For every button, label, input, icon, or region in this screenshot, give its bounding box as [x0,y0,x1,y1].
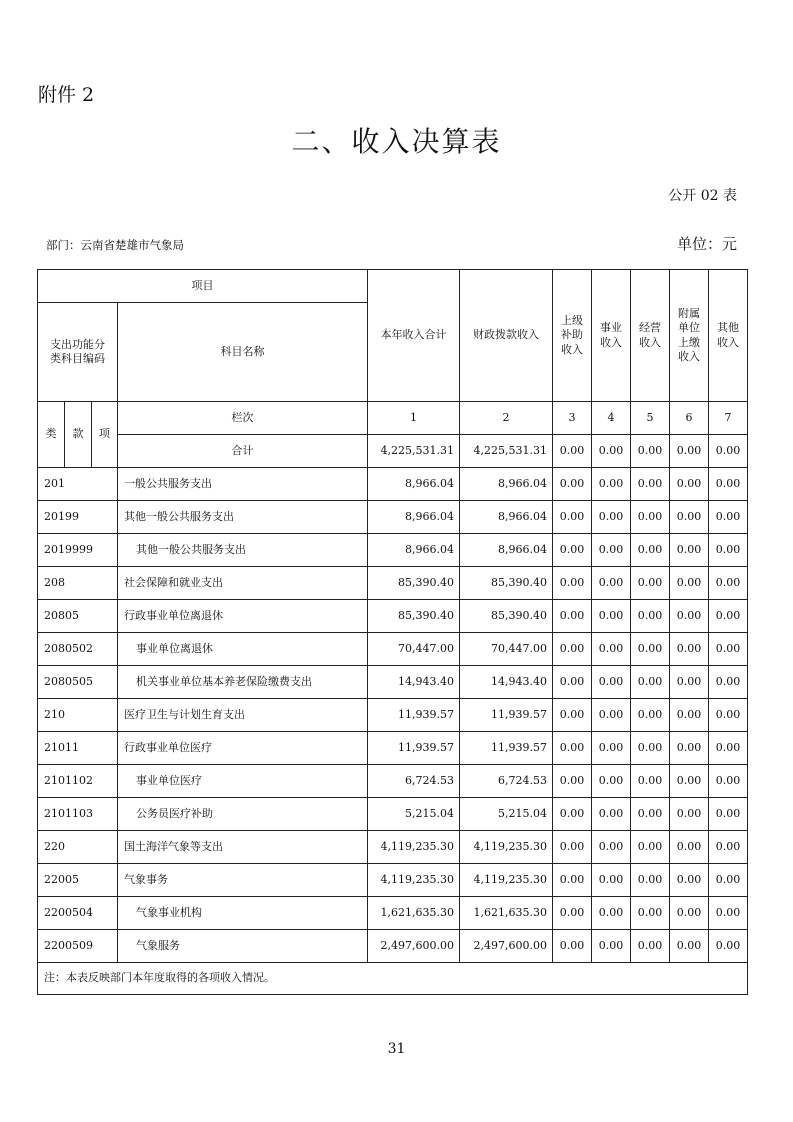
table-row [38,666,748,699]
row-value: 85,390.40 [460,567,553,600]
table-row [38,699,748,732]
row-value: 8,966.04 [460,534,553,567]
header-business-line-2: 收入 [600,335,622,349]
table-code: 公开 02 表 [668,188,737,204]
table-row [38,732,748,765]
row-value: 1,621,635.30 [368,897,460,930]
row-value: 0.00 [592,831,631,864]
header-affiliated-line-1: 附属 [678,306,700,320]
row-subject-name: 气象服务 [118,930,368,963]
row-value: 0.00 [631,765,670,798]
row-value: 0.00 [553,501,592,534]
column-number: 3 [553,402,592,435]
row-value: 0.00 [592,633,631,666]
header-affiliated-income [670,270,709,402]
header-superior-line-1: 上级 [561,314,583,328]
row-code: 201 [38,468,118,501]
total-value: 0.00 [631,435,670,468]
row-value: 4,119,235.30 [460,831,553,864]
row-code: 21011 [38,732,118,765]
row-subject-name: 事业单位医疗 [118,765,368,798]
row-value: 0.00 [670,864,709,897]
row-value: 0.00 [631,534,670,567]
row-value: 0.00 [709,732,748,765]
income-table [37,269,748,995]
header-operating-line-2: 收入 [639,335,661,349]
row-subject-name: 一般公共服务支出 [118,468,368,501]
header-xiang: 项 [92,402,118,468]
table-row [38,501,748,534]
total-value: 0.00 [670,435,709,468]
row-value: 8,966.04 [368,468,460,501]
column-number: 1 [368,402,460,435]
row-value: 0.00 [670,666,709,699]
header-total-income: 本年收入合计 [368,270,460,402]
row-value: 85,390.40 [460,600,553,633]
row-value: 8,966.04 [368,534,460,567]
row-value: 0.00 [592,897,631,930]
row-value: 8,966.04 [460,501,553,534]
row-value: 0.00 [709,831,748,864]
table-note: 注：本表反映部门本年度取得的各项收入情况。 [38,963,748,995]
row-value: 0.00 [592,534,631,567]
row-value: 0.00 [592,666,631,699]
row-value: 11,939.57 [460,699,553,732]
row-value: 5,215.04 [368,798,460,831]
row-value: 8,966.04 [460,468,553,501]
row-value: 0.00 [553,732,592,765]
row-value: 0.00 [631,897,670,930]
table-row [38,930,748,963]
header-func-code-line-1: 支出功能分 [50,337,105,351]
row-value: 11,939.57 [368,732,460,765]
row-value: 0.00 [631,468,670,501]
row-value: 0.00 [709,765,748,798]
table-row [38,897,748,930]
page-title: 二、收入决算表 [291,125,502,158]
row-value: 5,215.04 [460,798,553,831]
header-business-income [592,270,631,402]
row-code: 2101102 [38,765,118,798]
table-row [38,831,748,864]
header-other-line-2: 收入 [717,335,739,349]
row-value: 14,943.40 [460,666,553,699]
header-business-line-1: 事业 [600,321,622,335]
header-affiliated-line-4: 收入 [678,349,700,363]
row-value: 0.00 [631,567,670,600]
row-value: 0.00 [670,501,709,534]
row-value: 0.00 [670,930,709,963]
header-operating-income [631,270,670,402]
row-value: 0.00 [631,864,670,897]
row-value: 0.00 [709,567,748,600]
row-code: 2101103 [38,798,118,831]
row-value: 4,119,235.30 [368,864,460,897]
header-superior-line-3: 收入 [561,342,583,356]
row-value: 0.00 [553,600,592,633]
header-superior-line-2: 补助 [561,328,583,342]
row-value: 0.00 [631,732,670,765]
row-value: 0.00 [670,699,709,732]
row-code: 2080505 [38,666,118,699]
row-value: 0.00 [631,666,670,699]
row-value: 11,939.57 [460,732,553,765]
row-value: 0.00 [631,501,670,534]
row-code: 208 [38,567,118,600]
header-func-code-line-2: 类科目编码 [50,352,105,365]
row-value: 0.00 [670,732,709,765]
row-value: 0.00 [670,831,709,864]
row-value: 6,724.53 [460,765,553,798]
total-value: 4,225,531.31 [368,435,460,468]
header-func-code [38,303,118,402]
total-value: 4,225,531.31 [460,435,553,468]
row-value: 11,939.57 [368,699,460,732]
row-value: 0.00 [553,831,592,864]
row-value: 0.00 [592,501,631,534]
row-subject-name: 气象事务 [118,864,368,897]
row-value: 0.00 [670,534,709,567]
row-value: 0.00 [553,864,592,897]
row-subject-name: 气象事业机构 [118,897,368,930]
column-number: 6 [670,402,709,435]
row-value: 85,390.40 [368,567,460,600]
row-code: 2200504 [38,897,118,930]
row-value: 0.00 [631,930,670,963]
row-value: 0.00 [670,765,709,798]
row-value: 0.00 [592,930,631,963]
row-value: 0.00 [592,798,631,831]
header-kuan: 款 [65,402,92,468]
row-value: 0.00 [709,897,748,930]
row-subject-name: 事业单位离退休 [118,633,368,666]
row-value: 0.00 [553,798,592,831]
row-value: 0.00 [709,864,748,897]
row-value: 0.00 [592,468,631,501]
row-value: 0.00 [670,633,709,666]
row-value: 0.00 [553,897,592,930]
row-value: 0.00 [709,666,748,699]
row-value: 2,497,600.00 [368,930,460,963]
row-value: 0.00 [592,864,631,897]
header-other-income [709,270,748,402]
column-number: 2 [460,402,553,435]
row-value: 0.00 [553,633,592,666]
row-value: 0.00 [670,600,709,633]
column-index-label: 栏次 [118,402,368,435]
header-item: 项目 [38,270,368,303]
row-value: 0.00 [631,600,670,633]
row-value: 4,119,235.30 [368,831,460,864]
row-value: 0.00 [631,633,670,666]
total-row [38,435,748,468]
table-row [38,864,748,897]
row-value: 0.00 [592,600,631,633]
header-fiscal-income: 财政拨款收入 [460,270,553,402]
row-value: 0.00 [709,468,748,501]
table-row [38,633,748,666]
row-subject-name: 机关事业单位基本养老保险缴费支出 [118,666,368,699]
row-value: 0.00 [553,567,592,600]
row-value: 0.00 [670,897,709,930]
column-number: 4 [592,402,631,435]
total-label: 合计 [118,435,368,468]
table-row [38,765,748,798]
row-value: 6,724.53 [368,765,460,798]
row-value: 0.00 [670,468,709,501]
row-value: 0.00 [592,732,631,765]
header-other-line-1: 其他 [717,321,739,335]
row-value: 0.00 [631,831,670,864]
row-value: 0.00 [592,699,631,732]
table-row [38,534,748,567]
row-value: 0.00 [709,534,748,567]
row-value: 0.00 [709,501,748,534]
row-subject-name: 公务员医疗补助 [118,798,368,831]
row-value: 0.00 [592,567,631,600]
row-value: 0.00 [553,534,592,567]
table-row [38,600,748,633]
row-value: 0.00 [709,600,748,633]
table-row [38,468,748,501]
row-code: 20199 [38,501,118,534]
page-number: 31 [387,1041,406,1057]
row-subject-name: 医疗卫生与计划生育支出 [118,699,368,732]
row-subject-name: 行政事业单位医疗 [118,732,368,765]
header-superior-subsidy [553,270,592,402]
department-label: 部门：云南省楚雄市气象局 [46,238,184,252]
row-value: 14,943.40 [368,666,460,699]
row-value: 0.00 [592,765,631,798]
row-value: 4,119,235.30 [460,864,553,897]
row-value: 0.00 [553,699,592,732]
row-subject-name: 国土海洋气象等支出 [118,831,368,864]
row-value: 0.00 [631,798,670,831]
row-value: 1,621,635.30 [460,897,553,930]
attachment-label: 附件 2 [38,84,95,106]
header-affiliated-line-2: 单位 [678,321,700,335]
header-subject-name: 科目名称 [118,303,368,402]
row-value: 2,497,600.00 [460,930,553,963]
column-number: 5 [631,402,670,435]
row-value: 0.00 [709,699,748,732]
row-value: 0.00 [670,798,709,831]
row-value: 70,447.00 [368,633,460,666]
row-subject-name: 其他一般公共服务支出 [118,534,368,567]
row-value: 0.00 [553,468,592,501]
total-value: 0.00 [592,435,631,468]
row-value: 0.00 [553,666,592,699]
row-value: 0.00 [709,930,748,963]
row-code: 2200509 [38,930,118,963]
row-value: 0.00 [670,567,709,600]
header-lei: 类 [38,402,65,468]
row-subject-name: 行政事业单位离退休 [118,600,368,633]
row-subject-name: 其他一般公共服务支出 [118,501,368,534]
row-code: 2019999 [38,534,118,567]
row-value: 0.00 [709,633,748,666]
table-row [38,567,748,600]
row-value: 85,390.40 [368,600,460,633]
column-number: 7 [709,402,748,435]
row-subject-name: 社会保障和就业支出 [118,567,368,600]
row-value: 0.00 [553,765,592,798]
row-value: 8,966.04 [368,501,460,534]
row-value: 70,447.00 [460,633,553,666]
header-affiliated-line-3: 上缴 [678,335,700,349]
row-code: 220 [38,831,118,864]
row-value: 0.00 [631,699,670,732]
row-code: 22005 [38,864,118,897]
row-value: 0.00 [709,798,748,831]
table-row [38,798,748,831]
header-operating-line-1: 经营 [639,321,661,335]
unit-label: 单位：元 [676,235,737,253]
row-code: 2080502 [38,633,118,666]
row-value: 0.00 [553,930,592,963]
total-value: 0.00 [553,435,592,468]
total-value: 0.00 [709,435,748,468]
row-code: 210 [38,699,118,732]
row-code: 20805 [38,600,118,633]
